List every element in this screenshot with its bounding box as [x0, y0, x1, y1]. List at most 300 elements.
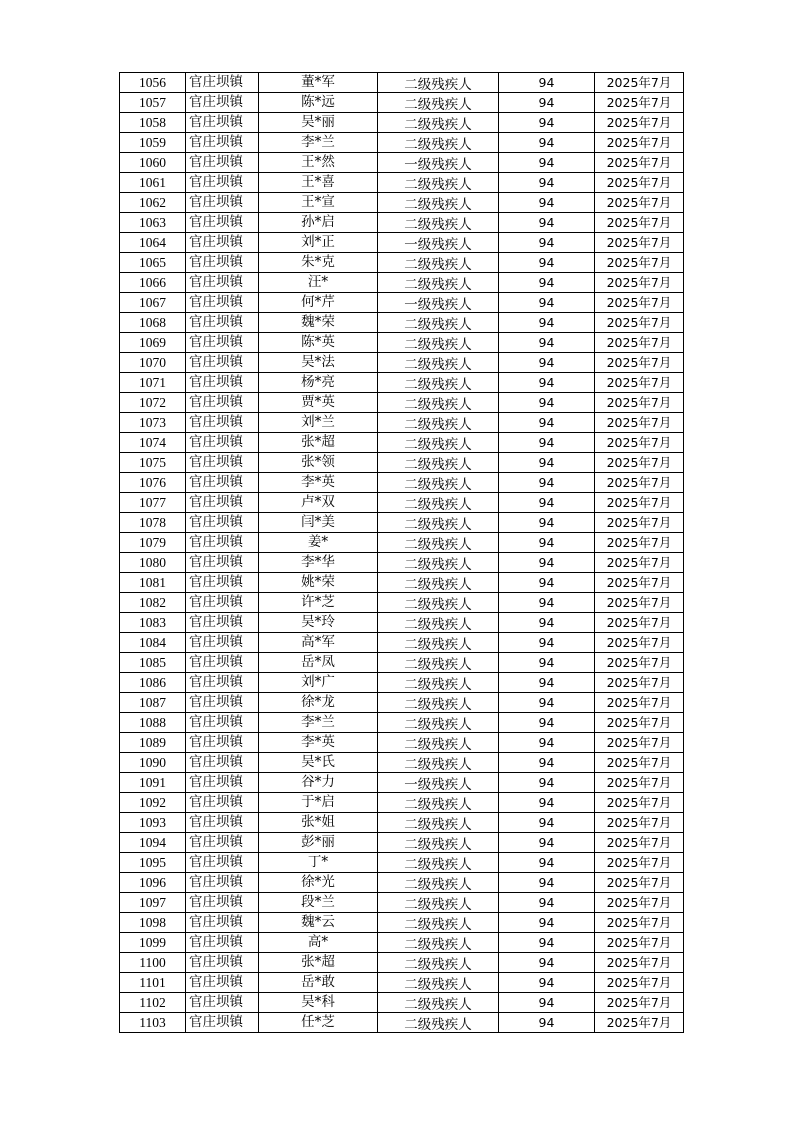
amount-text: 94: [538, 935, 555, 950]
town-text: 官庄坝镇: [189, 274, 243, 290]
disability-level-cell: [378, 333, 499, 353]
person-name-text: 何*芹: [301, 294, 335, 310]
town-text: 官庄坝镇: [189, 854, 243, 870]
date-text: 2025年7月: [606, 695, 672, 710]
town-text: 官庄坝镇: [189, 514, 243, 530]
amount-text: 94: [538, 795, 555, 810]
amount-text: 94: [538, 675, 555, 690]
person-name-cell: [259, 833, 378, 853]
town-cell: [186, 553, 259, 573]
amount-cell: [499, 373, 595, 393]
town-text: 官庄坝镇: [189, 774, 243, 790]
amount-cell: [499, 313, 595, 333]
serial-number-text: 1069: [139, 335, 166, 350]
person-name-text: 董*军: [301, 74, 335, 90]
serial-number-text: 1082: [139, 595, 166, 610]
serial-number-cell: [120, 893, 186, 913]
date-text: 2025年7月: [606, 75, 672, 90]
person-name-cell: [259, 473, 378, 493]
amount-cell: [499, 673, 595, 693]
disability-level-text: 二级残疾人: [404, 557, 472, 573]
person-name-cell: [259, 413, 378, 433]
town-text: 官庄坝镇: [189, 894, 243, 910]
person-name-cell: [259, 553, 378, 573]
date-text: 2025年7月: [606, 195, 672, 210]
amount-text: 94: [538, 375, 555, 390]
person-name-cell: [259, 113, 378, 133]
date-text: 2025年7月: [606, 975, 672, 990]
date-text: 2025年7月: [606, 155, 672, 170]
date-cell: [595, 233, 684, 253]
serial-number-cell: [120, 93, 186, 113]
table-row: [120, 113, 684, 133]
town-cell: [186, 733, 259, 753]
serial-number-cell: [120, 173, 186, 193]
serial-number-cell: [120, 733, 186, 753]
town-text: 官庄坝镇: [189, 754, 243, 770]
town-cell: [186, 373, 259, 393]
disability-level-text: 二级残疾人: [404, 917, 472, 933]
person-name-text: 魏*云: [301, 914, 335, 930]
disability-level-text: 二级残疾人: [404, 717, 472, 733]
disability-level-cell: [378, 253, 499, 273]
disability-level-text: 二级残疾人: [404, 217, 472, 233]
town-cell: [186, 333, 259, 353]
date-text: 2025年7月: [606, 335, 672, 350]
town-text: 官庄坝镇: [189, 554, 243, 570]
date-cell: [595, 873, 684, 893]
amount-cell: [499, 913, 595, 933]
disability-level-cell: [378, 373, 499, 393]
person-name-cell: [259, 933, 378, 953]
table-row: [120, 753, 684, 773]
disability-level-cell: [378, 973, 499, 993]
person-name-text: 吴*氏: [301, 754, 335, 770]
serial-number-cell: [120, 413, 186, 433]
amount-text: 94: [538, 995, 555, 1010]
disability-level-text: 一级残疾人: [404, 237, 472, 253]
disability-level-text: 二级残疾人: [404, 657, 472, 673]
serial-number-cell: [120, 353, 186, 373]
serial-number-text: 1074: [139, 435, 166, 450]
person-name-text: 杨*亮: [301, 374, 335, 390]
person-name-cell: [259, 733, 378, 753]
town-cell: [186, 493, 259, 513]
date-cell: [595, 833, 684, 853]
town-text: 官庄坝镇: [189, 494, 243, 510]
table-row: [120, 93, 684, 113]
table-row: [120, 353, 684, 373]
table-row: [120, 553, 684, 573]
table-row: [120, 633, 684, 653]
table-row: [120, 273, 684, 293]
town-text: 官庄坝镇: [189, 654, 243, 670]
town-text: 官庄坝镇: [189, 634, 243, 650]
serial-number-text: 1102: [139, 995, 166, 1010]
town-cell: [186, 73, 259, 93]
serial-number-text: 1079: [139, 535, 166, 550]
serial-number-cell: [120, 653, 186, 673]
amount-cell: [499, 553, 595, 573]
date-text: 2025年7月: [606, 315, 672, 330]
person-name-text: 刘*广: [301, 674, 335, 690]
date-text: 2025年7月: [606, 455, 672, 470]
town-cell: [186, 1013, 259, 1033]
person-name-text: 李*兰: [301, 134, 335, 150]
disability-level-cell: [378, 933, 499, 953]
person-name-cell: [259, 973, 378, 993]
serial-number-cell: [120, 853, 186, 873]
town-text: 官庄坝镇: [189, 614, 243, 630]
date-cell: [595, 313, 684, 333]
table-row: [120, 213, 684, 233]
town-text: 官庄坝镇: [189, 454, 243, 470]
date-cell: [595, 133, 684, 153]
table-row: [120, 193, 684, 213]
disability-level-text: 二级残疾人: [404, 537, 472, 553]
amount-text: 94: [538, 575, 555, 590]
amount-cell: [499, 133, 595, 153]
town-cell: [186, 113, 259, 133]
town-cell: [186, 653, 259, 673]
town-cell: [186, 693, 259, 713]
table-row: [120, 513, 684, 533]
amount-cell: [499, 1013, 595, 1033]
town-cell: [186, 833, 259, 853]
amount-text: 94: [538, 435, 555, 450]
date-cell: [595, 753, 684, 773]
date-cell: [595, 673, 684, 693]
amount-cell: [499, 713, 595, 733]
date-text: 2025年7月: [606, 575, 672, 590]
disability-level-cell: [378, 593, 499, 613]
town-text: 官庄坝镇: [189, 134, 243, 150]
disability-level-cell: [378, 133, 499, 153]
amount-cell: [499, 153, 595, 173]
date-text: 2025年7月: [606, 875, 672, 890]
town-text: 官庄坝镇: [189, 434, 243, 450]
date-cell: [595, 493, 684, 513]
town-cell: [186, 413, 259, 433]
date-cell: [595, 553, 684, 573]
serial-number-text: 1093: [139, 815, 166, 830]
serial-number-cell: [120, 293, 186, 313]
serial-number-text: 1062: [139, 195, 166, 210]
disability-level-text: 二级残疾人: [404, 637, 472, 653]
date-text: 2025年7月: [606, 635, 672, 650]
town-cell: [186, 473, 259, 493]
person-name-text: 段*兰: [301, 894, 335, 910]
date-cell: [595, 433, 684, 453]
disability-level-text: 二级残疾人: [404, 257, 472, 273]
amount-text: 94: [538, 135, 555, 150]
table-row: [120, 993, 684, 1013]
serial-number-text: 1091: [139, 775, 166, 790]
serial-number-text: 1081: [139, 575, 166, 590]
date-cell: [595, 613, 684, 633]
date-cell: [595, 533, 684, 553]
subsidy-table: [119, 72, 684, 1033]
amount-text: 94: [538, 655, 555, 670]
serial-number-text: 1090: [139, 755, 166, 770]
date-text: 2025年7月: [606, 895, 672, 910]
amount-cell: [499, 733, 595, 753]
date-text: 2025年7月: [606, 395, 672, 410]
date-cell: [595, 633, 684, 653]
town-text: 官庄坝镇: [189, 194, 243, 210]
date-cell: [595, 913, 684, 933]
serial-number-cell: [120, 373, 186, 393]
disability-level-cell: [378, 993, 499, 1013]
table-row: [120, 533, 684, 553]
serial-number-text: 1059: [139, 135, 166, 150]
amount-cell: [499, 73, 595, 93]
town-cell: [186, 893, 259, 913]
town-cell: [186, 293, 259, 313]
town-cell: [186, 593, 259, 613]
serial-number-text: 1100: [139, 955, 166, 970]
amount-text: 94: [538, 975, 555, 990]
amount-text: 94: [538, 895, 555, 910]
date-text: 2025年7月: [606, 295, 672, 310]
table-row: [120, 973, 684, 993]
person-name-text: 彭*丽: [301, 834, 335, 850]
disability-level-cell: [378, 473, 499, 493]
disability-level-cell: [378, 73, 499, 93]
serial-number-cell: [120, 613, 186, 633]
serial-number-text: 1086: [139, 675, 166, 690]
date-cell: [595, 573, 684, 593]
disability-level-text: 二级残疾人: [404, 437, 472, 453]
amount-text: 94: [538, 235, 555, 250]
town-cell: [186, 133, 259, 153]
person-name-cell: [259, 153, 378, 173]
amount-text: 94: [538, 195, 555, 210]
town-cell: [186, 353, 259, 373]
serial-number-text: 1068: [139, 315, 166, 330]
amount-text: 94: [538, 1015, 555, 1030]
town-text: 官庄坝镇: [189, 974, 243, 990]
amount-cell: [499, 413, 595, 433]
person-name-cell: [259, 693, 378, 713]
amount-text: 94: [538, 455, 555, 470]
serial-number-text: 1088: [139, 715, 166, 730]
town-text: 官庄坝镇: [189, 834, 243, 850]
town-text: 官庄坝镇: [189, 1014, 243, 1030]
town-text: 官庄坝镇: [189, 794, 243, 810]
amount-cell: [499, 813, 595, 833]
serial-number-text: 1076: [139, 475, 166, 490]
amount-text: 94: [538, 75, 555, 90]
disability-level-text: 二级残疾人: [404, 877, 472, 893]
person-name-text: 闫*美: [301, 514, 335, 530]
amount-cell: [499, 433, 595, 453]
person-name-text: 王*喜: [301, 174, 335, 190]
serial-number-text: 1101: [139, 975, 166, 990]
date-cell: [595, 773, 684, 793]
amount-cell: [499, 833, 595, 853]
person-name-text: 张*超: [301, 954, 335, 970]
person-name-cell: [259, 173, 378, 193]
table-row: [120, 793, 684, 813]
serial-number-text: 1066: [139, 275, 166, 290]
disability-level-cell: [378, 493, 499, 513]
serial-number-cell: [120, 113, 186, 133]
disability-level-cell: [378, 413, 499, 433]
person-name-cell: [259, 513, 378, 533]
disability-level-cell: [378, 173, 499, 193]
amount-text: 94: [538, 395, 555, 410]
serial-number-cell: [120, 833, 186, 853]
disability-level-cell: [378, 233, 499, 253]
amount-text: 94: [538, 715, 555, 730]
amount-cell: [499, 653, 595, 673]
town-text: 官庄坝镇: [189, 314, 243, 330]
amount-cell: [499, 873, 595, 893]
amount-text: 94: [538, 835, 555, 850]
person-name-text: 刘*正: [301, 234, 335, 250]
table-row: [120, 153, 684, 173]
disability-level-text: 二级残疾人: [404, 117, 472, 133]
disability-level-cell: [378, 433, 499, 453]
disability-level-cell: [378, 693, 499, 713]
person-name-text: 于*启: [301, 794, 335, 810]
town-text: 官庄坝镇: [189, 74, 243, 90]
town-text: 官庄坝镇: [189, 994, 243, 1010]
disability-level-cell: [378, 853, 499, 873]
amount-cell: [499, 233, 595, 253]
person-name-text: 李*英: [301, 734, 335, 750]
subsidy-table-body: [120, 73, 684, 1033]
date-cell: [595, 693, 684, 713]
date-text: 2025年7月: [606, 235, 672, 250]
table-row: [120, 333, 684, 353]
serial-number-cell: [120, 253, 186, 273]
town-cell: [186, 873, 259, 893]
disability-level-cell: [378, 453, 499, 473]
amount-text: 94: [538, 815, 555, 830]
amount-text: 94: [538, 495, 555, 510]
amount-text: 94: [538, 315, 555, 330]
date-cell: [595, 653, 684, 673]
date-text: 2025年7月: [606, 795, 672, 810]
person-name-text: 张*领: [301, 454, 335, 470]
town-cell: [186, 513, 259, 533]
disability-level-text: 二级残疾人: [404, 1017, 472, 1033]
serial-number-cell: [120, 953, 186, 973]
serial-number-cell: [120, 973, 186, 993]
person-name-cell: [259, 753, 378, 773]
person-name-cell: [259, 1013, 378, 1033]
town-cell: [186, 853, 259, 873]
disability-level-text: 二级残疾人: [404, 757, 472, 773]
person-name-text: 徐*龙: [301, 694, 335, 710]
town-cell: [186, 713, 259, 733]
town-text: 官庄坝镇: [189, 914, 243, 930]
disability-level-cell: [378, 753, 499, 773]
person-name-cell: [259, 453, 378, 473]
table-row: [120, 173, 684, 193]
amount-text: 94: [538, 255, 555, 270]
disability-level-cell: [378, 893, 499, 913]
table-row: [120, 613, 684, 633]
person-name-text: 高*: [307, 934, 329, 950]
disability-level-text: 二级残疾人: [404, 337, 472, 353]
disability-level-text: 二级残疾人: [404, 797, 472, 813]
serial-number-cell: [120, 933, 186, 953]
town-cell: [186, 993, 259, 1013]
serial-number-text: 1071: [139, 375, 166, 390]
serial-number-cell: [120, 753, 186, 773]
serial-number-text: 1067: [139, 295, 166, 310]
date-cell: [595, 93, 684, 113]
serial-number-text: 1065: [139, 255, 166, 270]
town-text: 官庄坝镇: [189, 374, 243, 390]
disability-level-text: 二级残疾人: [404, 817, 472, 833]
disability-level-text: 二级残疾人: [404, 517, 472, 533]
disability-level-text: 二级残疾人: [404, 317, 472, 333]
town-text: 官庄坝镇: [189, 214, 243, 230]
date-text: 2025年7月: [606, 535, 672, 550]
town-text: 官庄坝镇: [189, 534, 243, 550]
date-cell: [595, 713, 684, 733]
person-name-text: 魏*荣: [301, 314, 335, 330]
town-text: 官庄坝镇: [189, 414, 243, 430]
person-name-cell: [259, 533, 378, 553]
person-name-text: 李*华: [301, 554, 335, 570]
disability-level-cell: [378, 833, 499, 853]
town-cell: [186, 913, 259, 933]
disability-level-text: 二级残疾人: [404, 597, 472, 613]
person-name-cell: [259, 233, 378, 253]
disability-level-cell: [378, 653, 499, 673]
amount-cell: [499, 173, 595, 193]
date-cell: [595, 73, 684, 93]
date-cell: [595, 353, 684, 373]
disability-level-text: 一级残疾人: [404, 157, 472, 173]
serial-number-cell: [120, 393, 186, 413]
amount-cell: [499, 593, 595, 613]
date-text: 2025年7月: [606, 775, 672, 790]
amount-cell: [499, 493, 595, 513]
date-text: 2025年7月: [606, 915, 672, 930]
disability-level-text: 二级残疾人: [404, 277, 472, 293]
amount-cell: [499, 533, 595, 553]
serial-number-text: 1057: [139, 95, 166, 110]
town-cell: [186, 533, 259, 553]
town-cell: [186, 213, 259, 233]
table-row: [120, 133, 684, 153]
date-cell: [595, 113, 684, 133]
serial-number-text: 1075: [139, 455, 166, 470]
serial-number-text: 1094: [139, 835, 166, 850]
amount-text: 94: [538, 695, 555, 710]
date-cell: [595, 993, 684, 1013]
serial-number-text: 1058: [139, 115, 166, 130]
disability-level-text: 二级残疾人: [404, 937, 472, 953]
town-text: 官庄坝镇: [189, 694, 243, 710]
serial-number-cell: [120, 593, 186, 613]
person-name-cell: [259, 273, 378, 293]
table-row: [120, 773, 684, 793]
date-text: 2025年7月: [606, 955, 672, 970]
amount-text: 94: [538, 515, 555, 530]
person-name-text: 吴*丽: [301, 114, 335, 130]
table-row: [120, 873, 684, 893]
town-text: 官庄坝镇: [189, 114, 243, 130]
disability-level-cell: [378, 513, 499, 533]
date-cell: [595, 733, 684, 753]
